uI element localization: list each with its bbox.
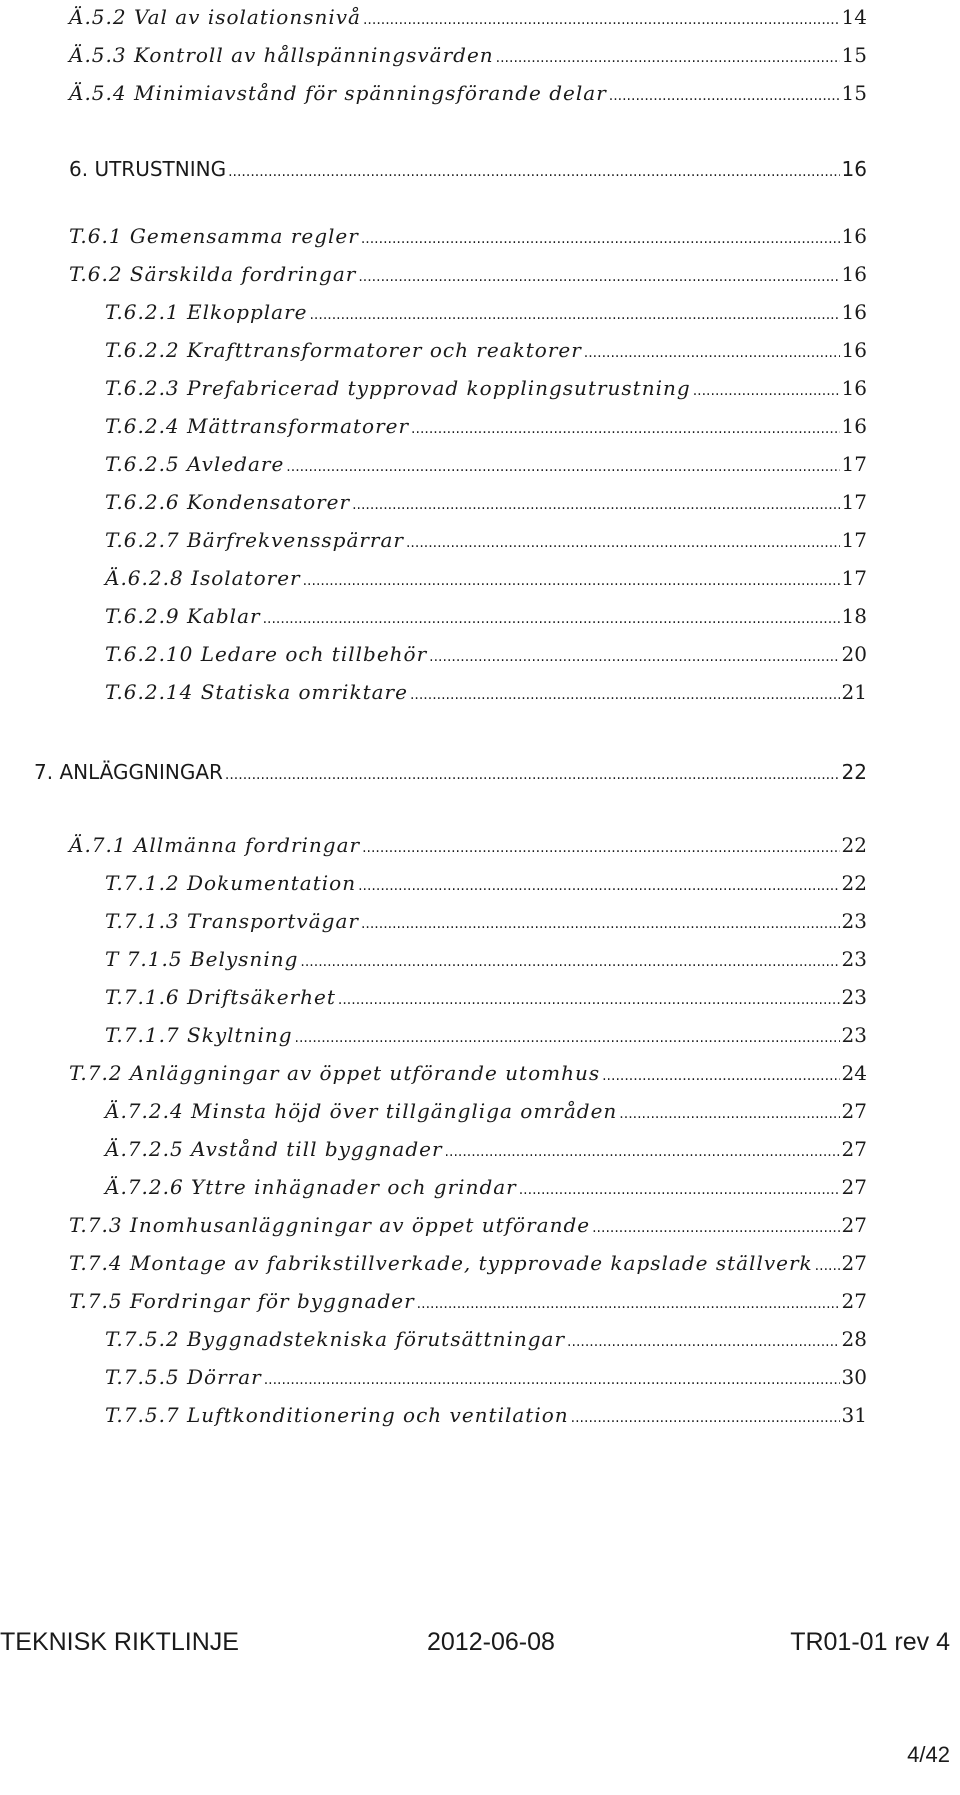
toc-entry-title: T.6.2.7 Bärfrekvensspärrar	[105, 528, 404, 552]
toc-entry-title: T.7.5.2 Byggnadstekniska förutsättningar	[105, 1327, 566, 1351]
toc-dot-leader	[363, 8, 840, 32]
toc-entry-title: T.7.1.2 Dokumentation	[105, 871, 357, 895]
toc-entry-page: 16	[841, 376, 867, 400]
toc-entry-page: 21	[841, 680, 867, 704]
toc-dot-leader	[519, 1178, 840, 1202]
toc-dot-leader	[309, 303, 839, 327]
toc-entry[interactable]	[69, 5, 867, 32]
toc-dot-leader	[445, 1140, 840, 1164]
toc-chapter-entry[interactable]	[69, 157, 867, 184]
toc-dot-leader	[358, 874, 839, 898]
toc-entry-title: T.7.5.7 Luftkonditionering och ventilation	[105, 1403, 569, 1427]
toc-entry[interactable]	[69, 224, 867, 251]
toc-entry-title: Ä.6.2.8 Isolatorer	[105, 566, 301, 590]
toc-entry[interactable]	[105, 1023, 867, 1050]
toc-entry-page: 27	[841, 1099, 867, 1123]
toc-entry-page: 30	[841, 1365, 867, 1389]
toc-entry-title: T.7.1.7 Skyltning	[105, 1023, 293, 1047]
toc-entry-title: T.6.2.10 Ledare och tillbehör	[105, 642, 428, 666]
toc-entry[interactable]	[105, 452, 867, 479]
toc-entry[interactable]	[105, 300, 867, 327]
toc-dot-leader	[410, 683, 840, 707]
toc-entry[interactable]	[105, 376, 867, 403]
toc-entry-title: T.7.4 Montage av fabrikstillverkade, typprovade kapslade ställverk	[69, 1251, 813, 1275]
toc-entry[interactable]	[69, 1289, 867, 1316]
toc-entry-title: T.6.2.5 Avledare	[105, 452, 285, 476]
toc-entry[interactable]	[105, 414, 867, 441]
toc-entry[interactable]	[105, 947, 867, 974]
toc-entry[interactable]	[69, 43, 867, 70]
toc-entry-page: 16	[841, 157, 867, 181]
page-footer	[0, 1628, 960, 1668]
toc-entry[interactable]	[105, 1327, 867, 1354]
toc-entry-title: T.6.2.14 Statiska omriktare	[105, 680, 408, 704]
toc-entry-page: 23	[841, 947, 867, 971]
toc-entry-title: 6. UTRUSTNING	[69, 157, 227, 181]
toc-entry-title: T.6.2.9 Kablar	[105, 604, 261, 628]
toc-dot-leader	[286, 455, 839, 479]
toc-entry-page: 16	[841, 262, 867, 286]
toc-entry-page: 23	[841, 1023, 867, 1047]
toc-entry[interactable]	[105, 604, 867, 631]
toc-entry-page: 22	[841, 871, 867, 895]
toc-entry-page: 17	[841, 528, 867, 552]
toc-entry-title: T.6.2.1 Elkopplare	[105, 300, 308, 324]
toc-entry-title: T.6.2.3 Prefabricerad typprovad kopplingsutrustning	[105, 376, 691, 400]
toc-dot-leader	[225, 763, 840, 787]
toc-entry-title: T.6.1 Gemensamma regler	[69, 224, 359, 248]
toc-entry-title: T.7.5 Fordringar för byggnader	[69, 1289, 415, 1313]
toc-entry[interactable]	[105, 680, 867, 707]
toc-entry-title: Ä.5.3 Kontroll av hållspänningsvärden	[69, 43, 494, 67]
toc-entry[interactable]	[69, 833, 867, 860]
toc-entry-title: Ä.5.4 Minimiavstånd för spänningsförande delar	[69, 81, 607, 105]
toc-chapter-entry[interactable]	[34, 760, 867, 787]
toc-dot-leader	[496, 46, 840, 70]
toc-entry-title: Ä.7.2.5 Avstånd till byggnader	[105, 1137, 443, 1161]
toc-entry[interactable]	[105, 1137, 867, 1164]
toc-dot-leader	[693, 379, 840, 403]
toc-entry-page: 27	[841, 1175, 867, 1199]
toc-dot-leader	[295, 1026, 840, 1050]
toc-entry[interactable]	[105, 1175, 867, 1202]
toc-dot-leader	[602, 1064, 839, 1088]
toc-dot-leader	[300, 950, 839, 974]
toc-dot-leader	[406, 531, 840, 555]
toc-entry-page: 15	[841, 43, 867, 67]
toc-dot-leader	[417, 1292, 840, 1316]
footer-doc-id: TR01-01 rev 4	[790, 1628, 950, 1656]
toc-entry-page: 24	[841, 1061, 867, 1085]
toc-entry-title: T.7.1.6 Driftsäkerhet	[105, 985, 336, 1009]
toc-dot-leader	[584, 341, 840, 365]
toc-entry[interactable]	[69, 1213, 867, 1240]
toc-entry-page: 27	[841, 1213, 867, 1237]
toc-dot-leader	[264, 1368, 840, 1392]
toc-entry[interactable]	[105, 490, 867, 517]
toc-entry-page: 16	[841, 338, 867, 362]
toc-entry-page: 14	[841, 5, 867, 29]
toc-entry-title: Ä.5.2 Val av isolationsnivå	[69, 5, 361, 29]
toc-entry-title: T 7.1.5 Belysning	[105, 947, 299, 971]
toc-entry[interactable]	[105, 642, 867, 669]
toc-entry-title: T.6.2 Särskilda fordringar	[69, 262, 357, 286]
toc-entry[interactable]	[105, 985, 867, 1012]
toc-entry[interactable]	[105, 909, 867, 936]
toc-dot-leader	[592, 1216, 839, 1240]
toc-dot-leader	[411, 417, 840, 441]
toc-dot-leader	[228, 160, 839, 184]
toc-entry[interactable]	[69, 1251, 867, 1278]
toc-entry-page: 15	[841, 81, 867, 105]
toc-entry-page: 17	[841, 566, 867, 590]
footer-date: 2012-06-08	[427, 1628, 555, 1656]
toc-dot-leader	[429, 645, 839, 669]
toc-entry[interactable]	[105, 528, 867, 555]
toc-dot-leader	[338, 988, 840, 1012]
toc-dot-leader	[619, 1102, 839, 1126]
toc-dot-leader	[571, 1406, 840, 1430]
toc-entry-title: T.6.2.6 Kondensatorer	[105, 490, 351, 514]
toc-dot-leader	[303, 569, 840, 593]
toc-entry-title: 7. ANLÄGGNINGAR	[34, 760, 223, 784]
toc-entry-page: 18	[841, 604, 867, 628]
toc-dot-leader	[361, 912, 840, 936]
toc-entry-page: 22	[841, 760, 867, 784]
toc-entry-page: 16	[841, 414, 867, 438]
toc-entry[interactable]	[105, 566, 867, 593]
toc-entry-title: T.7.5.5 Dörrar	[105, 1365, 262, 1389]
toc-entry-title: T.6.2.4 Mättransformatorer	[105, 414, 410, 438]
toc-entry-title: T.6.2.2 Krafttransformatorer och reaktorer	[105, 338, 582, 362]
toc-entry-page: 16	[841, 300, 867, 324]
toc-entry-page: 27	[841, 1137, 867, 1161]
footer-doc-type: TEKNISK RIKTLINJE	[0, 1628, 239, 1656]
toc-entry-title: T.7.2 Anläggningar av öppet utförande utomhus	[69, 1061, 601, 1085]
toc-entry[interactable]	[105, 1403, 867, 1430]
toc-entry-page: 27	[841, 1251, 867, 1275]
toc-entry-page: 31	[841, 1403, 867, 1427]
toc-entry-page: 20	[841, 642, 867, 666]
toc-entry-page: 17	[841, 452, 867, 476]
toc-entry-page: 23	[841, 909, 867, 933]
toc-dot-leader	[567, 1330, 840, 1354]
toc-entry-page: 17	[841, 490, 867, 514]
toc-dot-leader	[358, 265, 839, 289]
toc-entry[interactable]	[69, 1061, 867, 1088]
toc-dot-leader	[263, 607, 840, 631]
toc-entry[interactable]	[105, 338, 867, 365]
toc-dot-leader	[609, 84, 840, 108]
toc-dot-leader	[361, 227, 840, 251]
toc-entry-title: Ä.7.2.4 Minsta höjd över tillgängliga områden	[105, 1099, 618, 1123]
toc-dot-leader	[352, 493, 839, 517]
toc-entry-title: T.7.1.3 Transportvägar	[105, 909, 359, 933]
toc-dot-leader	[815, 1254, 840, 1278]
toc-entry-page: 27	[841, 1289, 867, 1313]
toc-entry[interactable]	[105, 1365, 867, 1392]
toc-entry-title: Ä.7.2.6 Yttre inhägnader och grindar	[105, 1175, 517, 1199]
toc-entry[interactable]	[105, 1099, 867, 1126]
toc-entry[interactable]	[105, 871, 867, 898]
toc-entry[interactable]	[69, 262, 867, 289]
toc-entry-page: 23	[841, 985, 867, 1009]
toc-entry-title: T.7.3 Inomhusanläggningar av öppet utförande	[69, 1213, 591, 1237]
page-number: 4/42	[907, 1742, 950, 1767]
toc-entry-page: 28	[841, 1327, 867, 1351]
toc-entry[interactable]	[69, 81, 867, 108]
toc-entry-page: 22	[841, 833, 867, 857]
toc-entry-page: 16	[841, 224, 867, 248]
toc-dot-leader	[362, 836, 839, 860]
toc-entry-title: Ä.7.1 Allmänna fordringar	[69, 833, 361, 857]
